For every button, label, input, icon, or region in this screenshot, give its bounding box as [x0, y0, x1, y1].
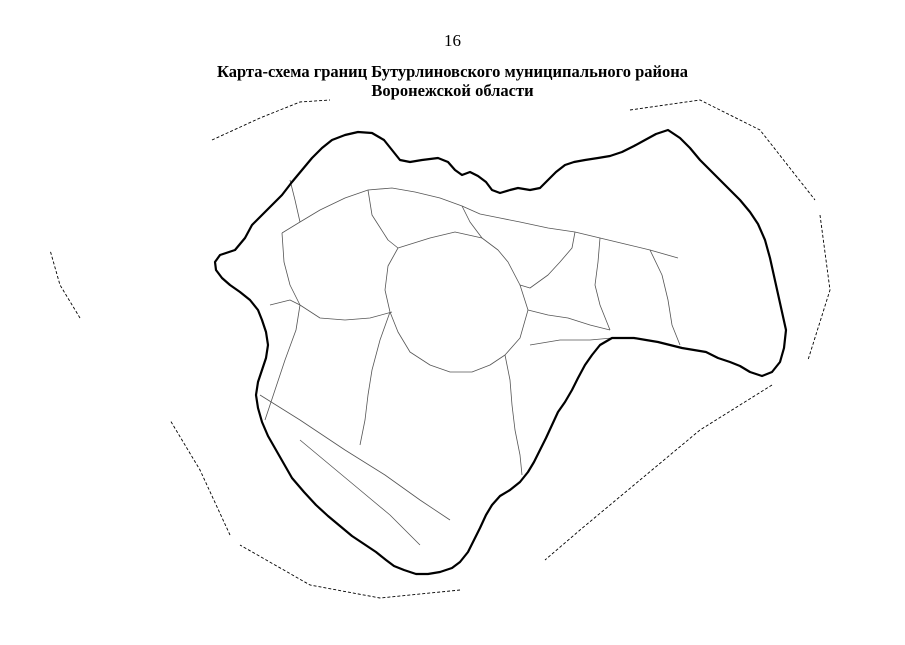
sarykolskoe-divider: [520, 232, 575, 288]
ozerskoe-divider: [368, 190, 398, 248]
vasilevskoe-divider: [650, 250, 680, 345]
leader-se: [545, 385, 772, 560]
gvazdenskoe-boundary: [265, 305, 300, 420]
vilkovskoe-lower: [528, 310, 610, 330]
leader-w: [50, 250, 80, 318]
title-line-2: Воронежской области: [371, 81, 534, 100]
northern-internal-line: [282, 188, 678, 258]
kolodeevskoe-boundary: [282, 233, 392, 320]
berezovskoe-filippenkovskoe-divider: [505, 355, 522, 475]
buturlinovka-town-boundary: [385, 232, 528, 372]
leader-nw: [212, 100, 330, 140]
leader-ne: [630, 100, 815, 200]
leader-e: [808, 215, 830, 360]
gvazdenskoe-berezovskoe-divider: [360, 312, 390, 445]
neighbour-leaders: [50, 100, 830, 598]
nizhnekislyaiskoe-divider: [270, 300, 300, 305]
puzevskoe-diagonal: [300, 440, 420, 545]
karaychevskoe-divider: [290, 180, 300, 222]
outer-boundary-path: [215, 130, 786, 574]
district-outer-boundary: [215, 130, 786, 574]
leader-sw: [170, 420, 230, 535]
internal-boundaries: [260, 180, 680, 545]
klepovskoe-diagonal: [260, 395, 450, 520]
kucherijaevskoe-divider: [595, 238, 610, 330]
leader-s: [240, 545, 460, 598]
page-number: 16: [444, 31, 461, 50]
title-line-1: Карта-схема границ Бутурлиновского муниципального района: [216, 62, 689, 81]
